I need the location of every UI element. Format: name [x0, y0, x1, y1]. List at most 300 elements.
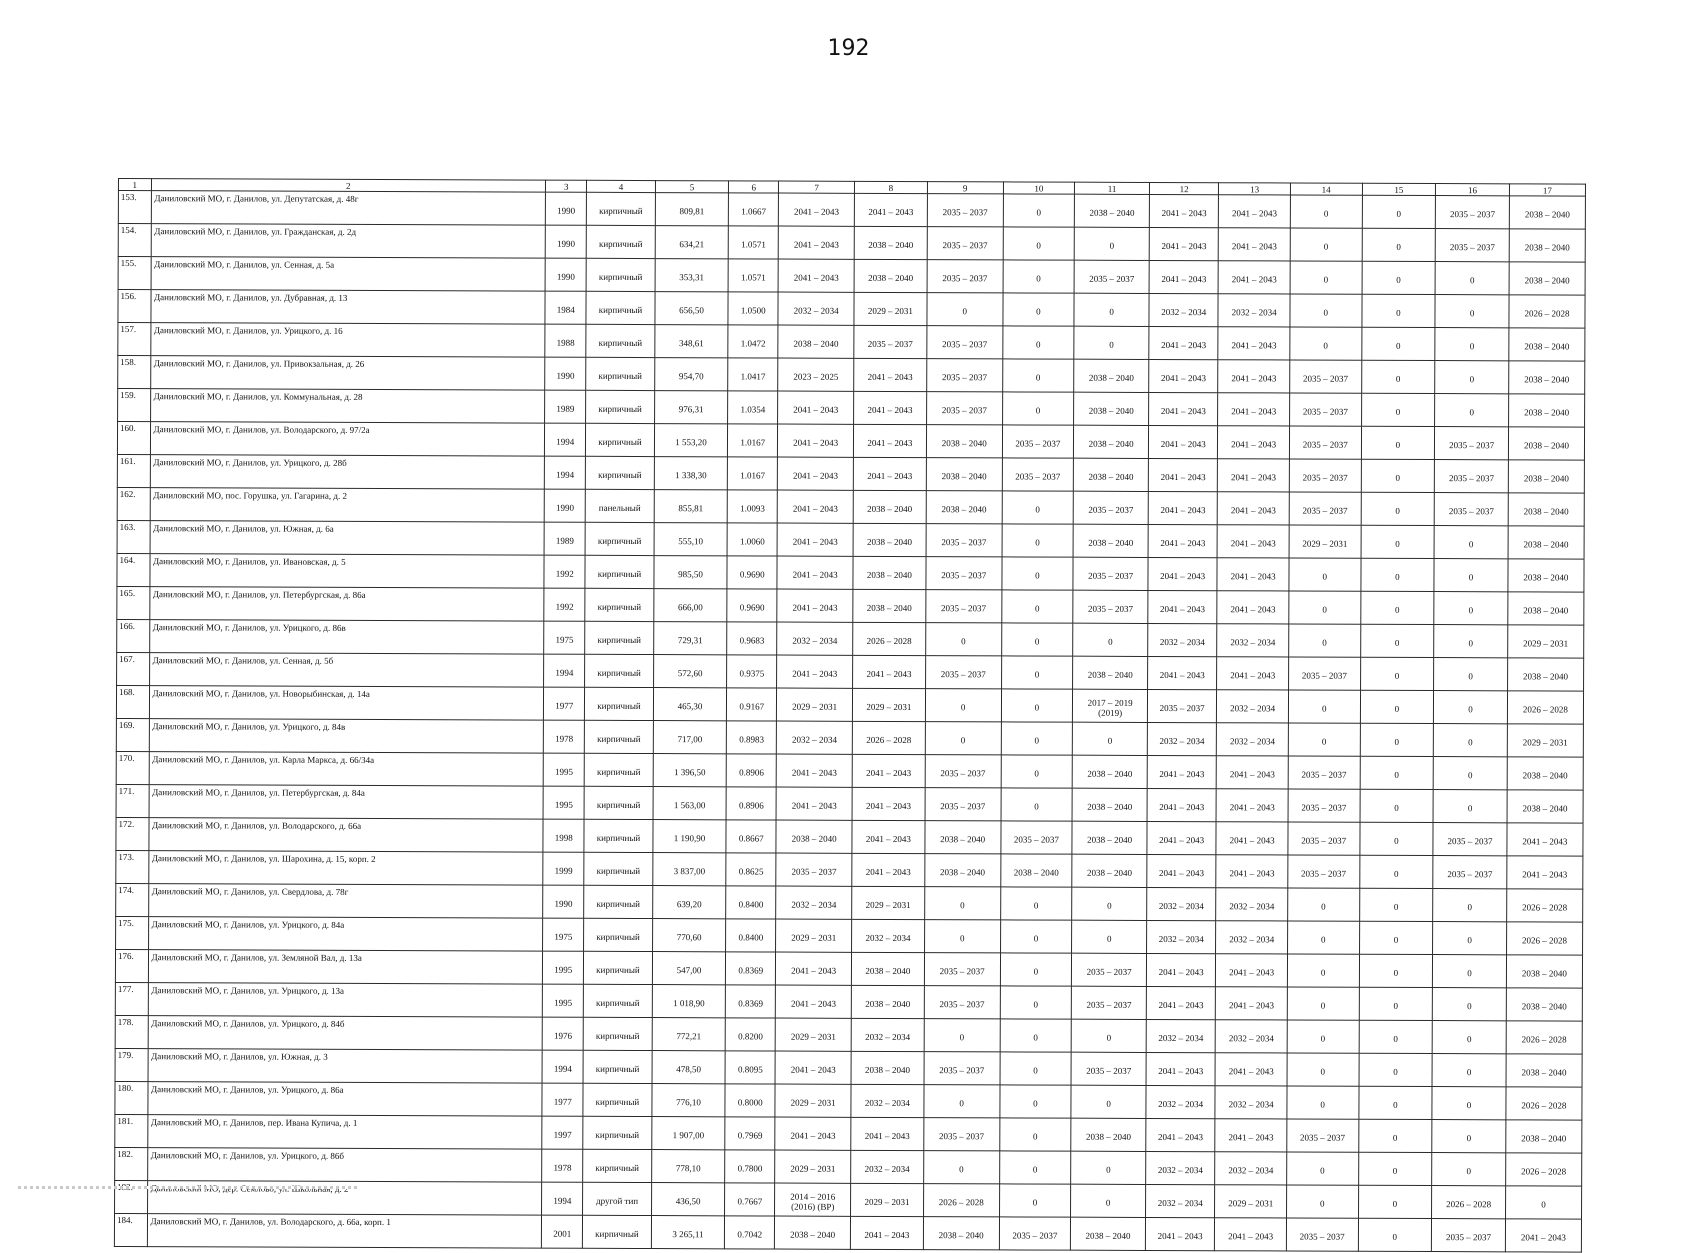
cell-year-built: 1977: [542, 1083, 583, 1116]
cell-row-number: 176.: [115, 949, 148, 982]
table-row: [114, 1213, 1581, 1252]
cell-period-col-13: 2041 – 2043: [1219, 228, 1291, 261]
cell-wall-material: кирпичный: [587, 192, 655, 225]
cell-year-built: 1975: [543, 918, 584, 951]
cell-coefficient: 0.7667: [725, 1183, 775, 1216]
column-header-13: 13: [1219, 183, 1291, 195]
cell-period-col-14: 2035 – 2037: [1290, 360, 1362, 393]
cell-period-col-16: 0: [1433, 922, 1507, 955]
cell-period-col-10: 0: [1003, 293, 1075, 326]
cell-period-col-12: 2041 – 2043: [1146, 1052, 1216, 1085]
cell-period-col-7: 2029 – 2031: [777, 688, 853, 721]
cell-period-col-14: 2035 – 2037: [1290, 393, 1362, 426]
column-header-2: 2: [151, 179, 546, 193]
cell-coefficient: 0.9690: [727, 556, 777, 589]
cell-period-col-12: 2032 – 2034: [1146, 1085, 1216, 1118]
cell-period-col-14: 2035 – 2037: [1288, 822, 1360, 855]
cell-period-col-9: 2035 – 2037: [927, 227, 1003, 260]
cell-period-col-9: 2035 – 2037: [925, 788, 1001, 821]
table-row: [117, 487, 1584, 526]
cell-year-built: 1995: [543, 786, 584, 819]
cell-period-col-8: 2041 – 2043: [854, 391, 927, 424]
cell-period-col-17: 2038 – 2040: [1508, 559, 1584, 592]
cell-period-col-14: 0: [1287, 1152, 1359, 1185]
cell-wall-material: кирпичный: [585, 555, 653, 588]
cell-period-col-17: 2026 – 2028: [1506, 1021, 1582, 1054]
cell-period-col-17: 2038 – 2040: [1508, 427, 1584, 460]
cell-address: Даниловский МО, г. Данилов, ул. Урицкого, д. 86в: [149, 620, 544, 655]
cell-period-col-14: 0: [1287, 987, 1359, 1020]
cell-period-col-7: 2041 – 2043: [777, 490, 853, 523]
cell-row-number: 153.: [118, 191, 151, 224]
cell-coefficient: 0.8983: [727, 721, 777, 754]
cell-address: Даниловский МО, г. Данилов, ул. Петербургская, д. 86а: [149, 587, 544, 622]
cell-period-col-11: 2035 – 2037: [1073, 491, 1148, 524]
cell-period-col-13: 2041 – 2043: [1215, 1053, 1287, 1086]
cell-period-col-12: 2032 – 2034: [1147, 920, 1217, 953]
table-row: [115, 982, 1582, 1021]
cell-period-col-7: 2041 – 2043: [776, 985, 852, 1018]
cell-year-built: 1990: [545, 357, 586, 390]
table-row: [117, 553, 1584, 592]
cell-period-col-8: 2032 – 2034: [852, 919, 925, 952]
cell-period-col-7: 2041 – 2043: [778, 226, 854, 259]
table-row: [117, 454, 1584, 493]
cell-row-number: 170.: [116, 751, 149, 784]
cell-period-col-9: 2038 – 2040: [926, 491, 1002, 524]
cell-area: 976,31: [654, 391, 728, 424]
cell-period-col-12: 2041 – 2043: [1149, 194, 1219, 227]
column-header-3: 3: [546, 180, 587, 192]
cell-period-col-11: 0: [1073, 722, 1148, 755]
table-row: [116, 916, 1583, 955]
cell-period-col-11: 0: [1071, 1085, 1146, 1118]
cell-period-col-10: 0: [1000, 953, 1072, 986]
cell-period-col-7: 2038 – 2040: [775, 1216, 851, 1249]
cell-period-col-17: 0: [1505, 1186, 1581, 1219]
cell-year-built: 1984: [545, 291, 586, 324]
cell-period-col-11: 2035 – 2037: [1071, 1052, 1146, 1085]
cell-area: 547,00: [652, 952, 726, 985]
cell-year-built: 1989: [544, 522, 585, 555]
cell-period-col-7: 2029 – 2031: [775, 1084, 851, 1117]
cell-period-col-11: 0: [1073, 623, 1148, 656]
cell-address: Даниловский МО, пос. Горушка, ул. Гагарина, д. 2: [150, 488, 545, 523]
cell-area: 348,61: [654, 325, 728, 358]
cell-period-col-14: 0: [1289, 624, 1361, 657]
cell-row-number: 169.: [116, 718, 149, 751]
cell-area: 572,60: [653, 655, 727, 688]
cell-period-col-14: 0: [1287, 1053, 1359, 1086]
cell-period-col-9: 0: [925, 623, 1001, 656]
cell-address: Даниловский МО, г. Данилов, ул. Володарского, д. 66а, корп. 1: [147, 1214, 542, 1249]
cell-period-col-15: 0: [1361, 360, 1435, 393]
table-row: [117, 619, 1584, 658]
cell-period-col-9: 2035 – 2037: [926, 557, 1002, 590]
cell-period-col-9: 2026 – 2028: [923, 1184, 999, 1217]
cell-year-built: 1978: [543, 720, 584, 753]
cell-area: 3 265,11: [651, 1216, 725, 1249]
cell-area: 855,81: [654, 490, 728, 523]
cell-period-col-13: 2041 – 2043: [1218, 327, 1290, 360]
cell-period-col-10: 2038 – 2040: [1000, 854, 1072, 887]
cell-period-col-14: 0: [1286, 1185, 1358, 1218]
cell-period-col-9: 2035 – 2037: [927, 326, 1003, 359]
table-body: [114, 191, 1585, 1253]
housing-schedule-table: [114, 178, 1586, 1253]
cell-period-col-11: 2038 – 2040: [1072, 788, 1147, 821]
cell-period-col-15: 0: [1358, 1152, 1432, 1185]
cell-period-col-7: 2029 – 2031: [776, 919, 852, 952]
cell-period-col-7: 2038 – 2040: [776, 820, 852, 853]
cell-period-col-13: 2032 – 2034: [1218, 294, 1290, 327]
cell-period-col-12: 2032 – 2034: [1147, 722, 1217, 755]
column-header-14: 14: [1290, 183, 1362, 195]
cell-area: 772,21: [652, 1018, 726, 1051]
cell-period-col-12: 2041 – 2043: [1148, 425, 1218, 458]
cell-address: Даниловский МО, г. Данилов, ул. Свердлова, д. 78г: [148, 884, 543, 919]
cell-period-col-11: 2038 – 2040: [1072, 755, 1147, 788]
cell-period-col-14: 2035 – 2037: [1286, 1218, 1358, 1251]
cell-wall-material: кирпичный: [585, 621, 653, 654]
cell-row-number: 156.: [118, 290, 151, 323]
cell-period-col-14: 2035 – 2037: [1288, 789, 1360, 822]
cell-period-col-7: 2035 – 2037: [776, 853, 852, 886]
cell-period-col-17: 2038 – 2040: [1507, 658, 1583, 691]
cell-period-col-14: 0: [1290, 327, 1362, 360]
cell-period-col-7: 2032 – 2034: [778, 292, 854, 325]
cell-period-col-13: 2032 – 2034: [1216, 921, 1288, 954]
cell-address: Даниловский МО, г. Данилов, ул. Урицкого, д. 13а: [148, 983, 543, 1018]
cell-period-col-9: 2035 – 2037: [924, 1118, 1000, 1151]
cell-period-col-13: 2041 – 2043: [1216, 855, 1288, 888]
cell-period-col-7: 2041 – 2043: [778, 457, 854, 490]
cell-period-col-7: 2041 – 2043: [777, 556, 853, 589]
cell-period-col-13: 2041 – 2043: [1219, 195, 1291, 228]
cell-period-col-13: 2032 – 2034: [1217, 690, 1289, 723]
column-header-10: 10: [1003, 182, 1075, 194]
cell-period-col-15: 0: [1360, 789, 1434, 822]
cell-period-col-17: 2038 – 2040: [1509, 361, 1585, 394]
table-row: [115, 949, 1582, 988]
cell-coefficient: 1.0417: [728, 358, 778, 391]
cell-period-col-7: 2032 – 2034: [777, 721, 853, 754]
cell-period-col-17: 2026 – 2028: [1507, 889, 1583, 922]
cell-year-built: 2001: [542, 1215, 583, 1248]
cell-wall-material: кирпичный: [584, 819, 652, 852]
cell-period-col-15: 0: [1359, 1053, 1433, 1086]
cell-period-col-9: 2035 – 2037: [927, 260, 1003, 293]
cell-period-col-9: 2035 – 2037: [924, 953, 1000, 986]
cell-period-col-17: 2026 – 2028: [1509, 295, 1585, 328]
table-row: [117, 422, 1584, 461]
cell-period-col-11: 2035 – 2037: [1071, 986, 1146, 1019]
cell-period-col-9: 0: [925, 689, 1001, 722]
cell-period-col-15: 0: [1362, 228, 1436, 261]
column-header-8: 8: [855, 181, 928, 193]
cell-period-col-10: 2035 – 2037: [1001, 821, 1073, 854]
cell-period-col-11: 2038 – 2040: [1072, 821, 1147, 854]
cell-period-col-8: 2038 – 2040: [854, 226, 927, 259]
cell-period-col-14: 0: [1287, 954, 1359, 987]
cell-period-col-17: 2038 – 2040: [1508, 460, 1584, 493]
cell-wall-material: кирпичный: [586, 291, 654, 324]
cell-coefficient: 0.7800: [725, 1150, 775, 1183]
cell-period-col-9: 2035 – 2037: [924, 986, 1000, 1019]
cell-period-col-8: 2041 – 2043: [852, 787, 925, 820]
cell-period-col-16: 0: [1432, 1153, 1506, 1186]
cell-period-col-7: 2041 – 2043: [777, 589, 853, 622]
table-row: [116, 850, 1583, 889]
cell-period-col-15: 0: [1359, 987, 1433, 1020]
cell-wall-material: кирпичный: [585, 687, 653, 720]
cell-period-col-16: 0: [1434, 592, 1508, 625]
cell-area: 639,20: [652, 886, 726, 919]
cell-row-number: 167.: [117, 652, 150, 685]
cell-year-built: 1995: [543, 753, 584, 786]
cell-period-col-10: 0: [1001, 590, 1073, 623]
table-row: [118, 356, 1585, 395]
cell-period-col-14: 2035 – 2037: [1288, 855, 1360, 888]
cell-period-col-8: 2038 – 2040: [851, 985, 924, 1018]
cell-year-built: 1994: [542, 1050, 583, 1083]
table-row: [118, 290, 1585, 329]
cell-period-col-13: 2041 – 2043: [1215, 1119, 1287, 1152]
cell-coefficient: 0.8095: [725, 1051, 775, 1084]
cell-period-col-9: 2035 – 2037: [926, 590, 1002, 623]
cell-area: 729,31: [653, 622, 727, 655]
cell-period-col-7: 2041 – 2043: [778, 391, 854, 424]
cell-period-col-17: 2041 – 2043: [1505, 1219, 1581, 1252]
cell-period-col-17: 2026 – 2028: [1506, 1087, 1582, 1120]
cell-period-col-16: 2035 – 2037: [1435, 229, 1509, 262]
cell-period-col-17: 2038 – 2040: [1509, 196, 1585, 229]
cell-address: Даниловский МО, г. Данилов, ул. Южная, д. 3: [148, 1049, 543, 1084]
cell-period-col-8: 2041 – 2043: [853, 457, 926, 490]
cell-area: 770,60: [652, 919, 726, 952]
cell-period-col-14: 2035 – 2037: [1287, 1119, 1359, 1152]
cell-period-col-16: 0: [1435, 361, 1509, 394]
cell-period-col-7: 2041 – 2043: [776, 952, 852, 985]
cell-period-col-7: 2041 – 2043: [776, 787, 852, 820]
cell-address: Даниловский МО, г. Данилов, ул. Сенная, д. 5б: [149, 653, 544, 688]
cell-period-col-11: 2038 – 2040: [1072, 854, 1147, 887]
cell-period-col-8: 2038 – 2040: [853, 589, 926, 622]
cell-period-col-10: 0: [1002, 359, 1074, 392]
cell-wall-material: кирпичный: [585, 522, 653, 555]
cell-row-number: 162.: [117, 487, 150, 520]
cell-period-col-17: 2038 – 2040: [1509, 229, 1585, 262]
cell-period-col-16: 0: [1433, 757, 1507, 790]
cell-period-col-12: 2041 – 2043: [1148, 524, 1218, 557]
cell-coefficient: 1.0167: [728, 424, 778, 457]
cell-address: Даниловский МО, г. Данилов, ул. Володарского, д. 66а: [148, 818, 543, 853]
cell-period-col-17: 2038 – 2040: [1508, 592, 1584, 625]
cell-year-built: 1995: [543, 951, 584, 984]
cell-row-number: 164.: [117, 553, 150, 586]
cell-period-col-15: 0: [1360, 657, 1434, 690]
cell-period-col-10: 0: [1001, 788, 1073, 821]
cell-wall-material: кирпичный: [584, 885, 652, 918]
cell-row-number: 154.: [118, 224, 151, 257]
cell-wall-material: кирпичный: [584, 786, 652, 819]
cell-period-col-7: 2041 – 2043: [778, 259, 854, 292]
cell-coefficient: 1.0500: [728, 292, 778, 325]
cell-period-col-16: 2035 – 2037: [1432, 1219, 1506, 1252]
cell-period-col-11: 0: [1074, 326, 1149, 359]
cell-period-col-13: 2041 – 2043: [1217, 525, 1289, 558]
cell-area: 809,81: [655, 193, 729, 226]
cell-period-col-7: 2032 – 2034: [777, 622, 853, 655]
cell-period-col-17: 2029 – 2031: [1507, 724, 1583, 757]
cell-period-col-13: 2041 – 2043: [1218, 492, 1290, 525]
table-row: [118, 224, 1585, 263]
cell-wall-material: кирпичный: [585, 753, 653, 786]
cell-row-number: 172.: [116, 817, 149, 850]
cell-period-col-10: 0: [1001, 722, 1073, 755]
cell-wall-material: кирпичный: [583, 1149, 651, 1182]
cell-period-col-8: 2029 – 2031: [853, 688, 926, 721]
cell-period-col-14: 2035 – 2037: [1289, 459, 1361, 492]
cell-period-col-13: 2041 – 2043: [1216, 954, 1288, 987]
cell-period-col-16: 0: [1434, 625, 1508, 658]
cell-coefficient: 1.0571: [729, 226, 779, 259]
cell-year-built: 1978: [542, 1149, 583, 1182]
cell-wall-material: кирпичный: [584, 984, 652, 1017]
cell-period-col-11: 2035 – 2037: [1072, 953, 1147, 986]
table-row: [116, 718, 1583, 757]
cell-period-col-17: 2041 – 2043: [1507, 856, 1583, 889]
scan-artifact-strip: [18, 1186, 358, 1189]
cell-period-col-16: 2026 – 2028: [1432, 1186, 1506, 1219]
cell-address: Даниловский МО, г. Данилов, ул. Дубравная, д. 13: [150, 290, 545, 325]
cell-period-col-17: 2038 – 2040: [1507, 790, 1583, 823]
cell-wall-material: кирпичный: [586, 390, 654, 423]
cell-year-built: 1999: [543, 852, 584, 885]
cell-year-built: 1977: [544, 687, 585, 720]
cell-period-col-12: 2032 – 2034: [1146, 1151, 1216, 1184]
cell-row-number: 157.: [118, 323, 151, 356]
cell-period-col-10: 2035 – 2037: [1002, 458, 1074, 491]
cell-period-col-12: 2041 – 2043: [1149, 227, 1219, 260]
cell-period-col-16: 2035 – 2037: [1433, 856, 1507, 889]
cell-period-col-16: 0: [1435, 295, 1509, 328]
cell-period-col-15: 0: [1358, 1185, 1432, 1218]
cell-period-col-9: 2038 – 2040: [925, 821, 1001, 854]
cell-period-col-10: 0: [1000, 1019, 1072, 1052]
cell-period-col-10: 0: [1000, 887, 1072, 920]
cell-period-col-13: 2032 – 2034: [1216, 888, 1288, 921]
cell-period-col-11: 2038 – 2040: [1071, 1118, 1146, 1151]
cell-area: 1 396,50: [653, 754, 727, 787]
cell-row-number: 155.: [118, 257, 151, 290]
cell-period-col-17: 2038 – 2040: [1509, 328, 1585, 361]
cell-period-col-16: 2035 – 2037: [1433, 823, 1507, 856]
cell-period-col-9: 0: [924, 920, 1000, 953]
cell-period-col-7: 2041 – 2043: [776, 754, 852, 787]
cell-wall-material: другой тип: [583, 1182, 651, 1215]
cell-period-col-7: 2041 – 2043: [775, 1051, 851, 1084]
cell-period-col-13: 2032 – 2034: [1217, 624, 1289, 657]
cell-year-built: 1994: [545, 423, 586, 456]
cell-period-col-11: 2038 – 2040: [1074, 458, 1149, 491]
cell-period-col-17: 2038 – 2040: [1506, 988, 1582, 1021]
cell-coefficient: 0.7042: [725, 1216, 775, 1249]
cell-area: 985,50: [654, 556, 728, 589]
cell-period-col-17: 2041 – 2043: [1507, 823, 1583, 856]
cell-period-col-12: 2041 – 2043: [1146, 1118, 1216, 1151]
cell-period-col-8: 2038 – 2040: [853, 556, 926, 589]
cell-coefficient: 0.8625: [726, 853, 776, 886]
cell-row-number: 184.: [114, 1213, 147, 1246]
cell-period-col-8: 2038 – 2040: [854, 259, 927, 292]
cell-period-col-13: 2032 – 2034: [1215, 1086, 1287, 1119]
cell-period-col-7: 2038 – 2040: [778, 325, 854, 358]
cell-period-col-10: 0: [1003, 194, 1075, 227]
cell-period-col-15: 0: [1362, 195, 1436, 228]
cell-period-col-14: 0: [1290, 261, 1362, 294]
cell-period-col-9: 2035 – 2037: [925, 755, 1001, 788]
table-row: [115, 1147, 1582, 1186]
cell-period-col-16: 0: [1433, 889, 1507, 922]
cell-period-col-11: 2038 – 2040: [1074, 425, 1149, 458]
cell-year-built: 1995: [542, 984, 583, 1017]
cell-period-col-12: 2041 – 2043: [1148, 491, 1218, 524]
cell-period-col-9: 2038 – 2040: [925, 854, 1001, 887]
table-row: [115, 1081, 1582, 1120]
cell-period-col-14: 0: [1288, 888, 1360, 921]
table-row: [118, 257, 1585, 296]
cell-area: 1 338,30: [654, 457, 728, 490]
cell-year-built: 1997: [542, 1116, 583, 1149]
cell-wall-material: кирпичный: [585, 720, 653, 753]
cell-area: 465,30: [653, 688, 727, 721]
cell-coefficient: 0.9375: [727, 655, 777, 688]
cell-coefficient: 0.7969: [725, 1117, 775, 1150]
cell-period-col-14: 0: [1287, 921, 1359, 954]
cell-period-col-17: 2026 – 2028: [1507, 691, 1583, 724]
cell-coefficient: 0.8667: [726, 820, 776, 853]
cell-period-col-11: 0: [1071, 1151, 1146, 1184]
cell-period-col-8: 2041 – 2043: [853, 655, 926, 688]
cell-period-col-10: 0: [1001, 656, 1073, 689]
cell-period-col-17: 2026 – 2028: [1506, 1153, 1582, 1186]
cell-period-col-14: 2035 – 2037: [1288, 756, 1360, 789]
cell-coefficient: 1.0060: [727, 523, 777, 556]
cell-period-col-9: 0: [925, 722, 1001, 755]
cell-period-col-9: 0: [924, 887, 1000, 920]
cell-row-number: 163.: [117, 520, 150, 553]
table-row: [116, 751, 1583, 790]
cell-area: 478,50: [652, 1051, 726, 1084]
cell-area: 717,00: [653, 721, 727, 754]
cell-area: 1 563,00: [653, 787, 727, 820]
cell-year-built: 1994: [544, 456, 585, 489]
cell-period-col-11: 2035 – 2037: [1074, 260, 1149, 293]
cell-period-col-17: 2038 – 2040: [1506, 1054, 1582, 1087]
cell-period-col-13: 2032 – 2034: [1216, 1020, 1288, 1053]
cell-period-col-11: 2035 – 2037: [1073, 557, 1148, 590]
cell-period-col-8: 2041 – 2043: [854, 358, 927, 391]
cell-period-col-8: 2041 – 2043: [852, 853, 925, 886]
cell-address: Даниловский МО, г. Данилов, ул. Урицкого, д. 84в: [149, 719, 544, 754]
cell-wall-material: кирпичный: [586, 258, 654, 291]
column-header-7: 7: [779, 181, 855, 193]
cell-period-col-7: 2041 – 2043: [777, 523, 853, 556]
cell-period-col-12: 2032 – 2034: [1146, 1184, 1216, 1217]
cell-address: Даниловский МО, г. Данилов, ул. Урицкого, д. 86а: [147, 1082, 542, 1117]
cell-period-col-8: 2038 – 2040: [853, 523, 926, 556]
